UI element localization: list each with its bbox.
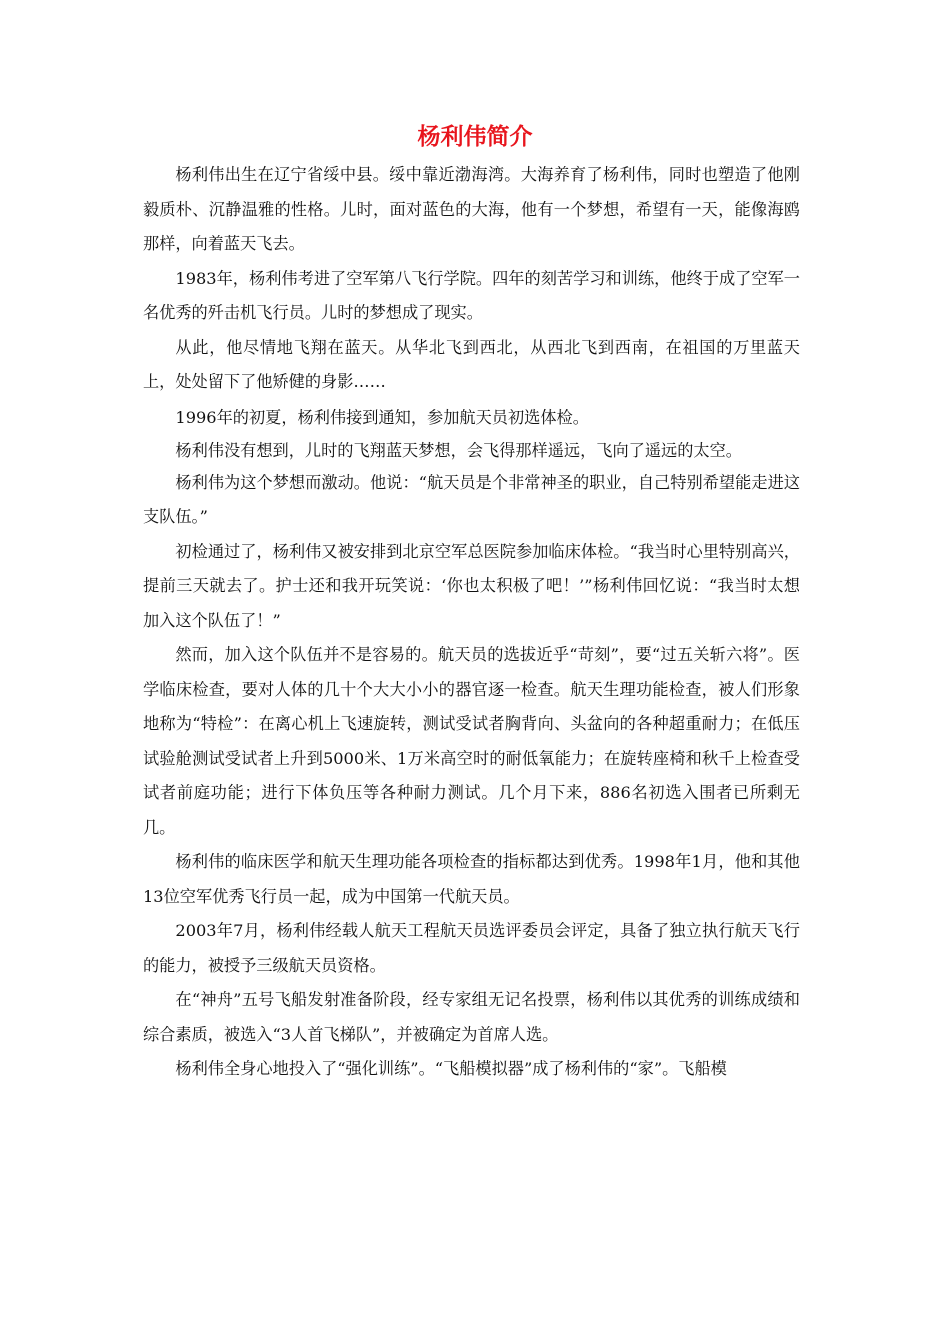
paragraph: 杨利伟为这个梦想而激动。他说：“航天员是个非常神圣的职业，自己特别希望能走进这支队伍。” xyxy=(143,472,800,526)
paragraph: 杨利伟全身心地投入了“强化训练”。“飞船模拟器”成了杨利伟的“家”。飞船模 xyxy=(175,1059,727,1078)
paragraph: 杨利伟的临床医学和航天生理功能各项检查的指标都达到优秀。1998年1月，他和其他13位空军优秀飞行员一起，成为中国第一代航天员。 xyxy=(143,852,800,906)
document-body xyxy=(143,158,800,1087)
document-title: 杨利伟简介 xyxy=(417,123,533,150)
paragraph: 初检通过了，杨利伟又被安排到北京空军总医院参加临床体检。“我当时心里特别高兴，提前三天就去了。护士还和我开玩笑说：‘你也太积极了吧！’”杨利伟回忆说：“我当时太想加入这个队伍了！” xyxy=(143,541,800,630)
paragraph: 1996年的初夏，杨利伟接到通知，参加航天员初选体检。 xyxy=(175,407,589,427)
paragraph: 1983年，杨利伟考进了空军第八飞行学院。四年的刻苦学习和训练，他终于成了空军一名优秀的歼击机飞行员。儿时的梦想成了现实。 xyxy=(143,268,800,322)
paragraph: 在“神舟”五号飞船发射准备阶段，经专家组无记名投票，杨利伟以其优秀的训练成绩和综合素质，被选入“3人首飞梯队”，并被确定为首席人选。 xyxy=(143,990,800,1044)
paragraph: 杨利伟出生在辽宁省绥中县。绥中靠近渤海湾。大海养育了杨利伟，同时也塑造了他刚毅质朴、沉静温雅的性格。儿时，面对蓝色的大海，他有一个梦想，希望有一天，能像海鸥那样，向着蓝天飞去。 xyxy=(143,165,800,253)
paragraph: 从此，他尽情地飞翔在蓝天。从华北飞到西北，从西北飞到西南，在祖国的万里蓝天上，处处留下了他矫健的身影…… xyxy=(143,337,800,391)
paragraph: 杨利伟没有想到，儿时的飞翔蓝天梦想，会飞得那样遥远，飞向了遥远的太空。 xyxy=(175,440,742,460)
paragraph: 然而，加入这个队伍并不是容易的。航天员的选拔近乎“苛刻”，要“过五关斩六将”。医学临床检查，要对人体的几十个大大小小的器官逐一检查。航天生理功能检查，被人们形象地称为“特检”：在离心机上飞速旋转，测试受试者胸背向、头盆向的各种超重耐力；在低压试验舱测试受试者上升到5000米、1万米高空时的耐低氧能力；在旋转座椅和秋千上检查受试者前庭功能；进行下体负压等各种耐力测试。几个月下来，886名初选入围者已所剩无几。 xyxy=(143,645,800,837)
paragraph: 2003年7月，杨利伟经载人航天工程航天员选评委员会评定，具备了独立执行航天飞行的能力，被授予三级航天员资格。 xyxy=(143,921,800,975)
